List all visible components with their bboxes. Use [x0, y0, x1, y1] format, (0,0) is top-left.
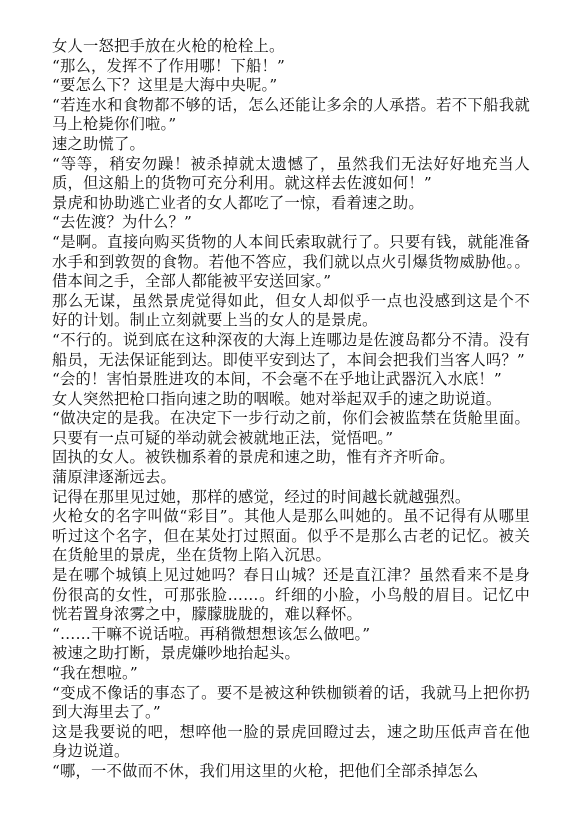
paragraph: 景虎和协助逃亡业者的女人都吃了一惊，看着速之助。 [52, 193, 424, 212]
paragraph: 火枪女的名字叫做“彩目”。其他人是那么叫她的。虽不记得有从哪里听过这个名字，但在某处打过照面。似乎不是那么古老的记忆。被关在货舱里的景虎，坐在货物上陷入沉思。 [52, 507, 530, 565]
paragraph: “做决定的是我。在决定下一步行动之前，你们会被监禁在货舱里面。只要有一点可疑的举动就会被就地正法，觉悟吧。” [52, 409, 530, 447]
paragraph: 速之助慌了。 [52, 134, 145, 153]
paragraph: 记得在那里见过她，那样的感觉，经过的时间越长就越强烈。 [52, 487, 471, 506]
paragraph: “等等，稍安勿躁！被杀掉就太遗憾了，虽然我们无法好好地充当人质，但这船上的货物可充分利用。就这样去佐渡如何！” [52, 154, 530, 193]
paragraph: “哪，一不做而不休，我们用这里的火枪，把他们全部杀掉怎么 [52, 761, 479, 780]
paragraph: 固执的女人。被铁枷系着的景虎和速之助，惟有齐齐听命。 [52, 448, 455, 467]
paragraph: “不行的。说到底在这种深夜的大海上连哪边是佐渡岛都分不清。没有船员，无法保证能到达。即使平安到达了，本间会把我们当客人吗？” [52, 330, 530, 369]
document-page [52, 37, 530, 782]
paragraph: “要怎么下？这里是大海中央呢。” [52, 76, 278, 95]
paragraph: “会的！害怕景胜进攻的本间，不会毫不在乎地让武器沉入水底！” [52, 370, 502, 389]
paragraph: 蒲原津逐渐远去。 [52, 468, 176, 487]
paragraph: 被速之助打断，景虎嫌吵地抬起头。 [52, 644, 300, 663]
paragraph: 女人突然把枪口指向速之助的咽喉。她对举起双手的速之助说道。 [52, 389, 502, 408]
paragraph: “去佐渡？为什么？” [52, 213, 193, 232]
paragraph: 是在哪个城镇上见过她吗？春日山城？还是直江津？虽然看来不是身份很高的女性，可那张脸……。纤细的小脸，小鸟般的眉目。记忆中恍若置身浓雾之中，朦朦胧胧的，难以释怀。 [52, 566, 530, 624]
paragraph: “我在想啦。” [52, 664, 138, 682]
paragraph: “变成不像话的事态了。要不是被这种铁枷锁着的话，我就马上把你扔到大海里去了。” [52, 683, 530, 722]
paragraph: 那么无谋，虽然景虎觉得如此，但女人却似乎一点也没感到这是个不好的计划。制止立刻就要上当的女人的是景虎。 [52, 291, 530, 330]
paragraph: 女人一怒把手放在火枪的枪栓上。 [52, 37, 285, 55]
paragraph: “若连水和食物都不够的话，怎么还能让多余的人承搭。若不下船我就马上枪毙你们啦。” [52, 95, 530, 134]
paragraph: “是啊。直接向购买货物的人本间氏索取就行了。只要有钱，就能准备水手和到敦贺的食物。若他不答应，我们就以点火引爆货物威胁他。。借本间之手，全部人都能被平安送回家。” [52, 232, 530, 291]
paragraph: 这是我要说的吧，想啐他一脸的景虎回瞪过去，速之助压低声音在他身边说道。 [52, 722, 530, 761]
paragraph: “那么，发挥不了作用哪！下船！” [52, 56, 285, 75]
paragraph: “……干嘛不说话啦。再稍微想想该怎么做吧。” [52, 624, 371, 643]
